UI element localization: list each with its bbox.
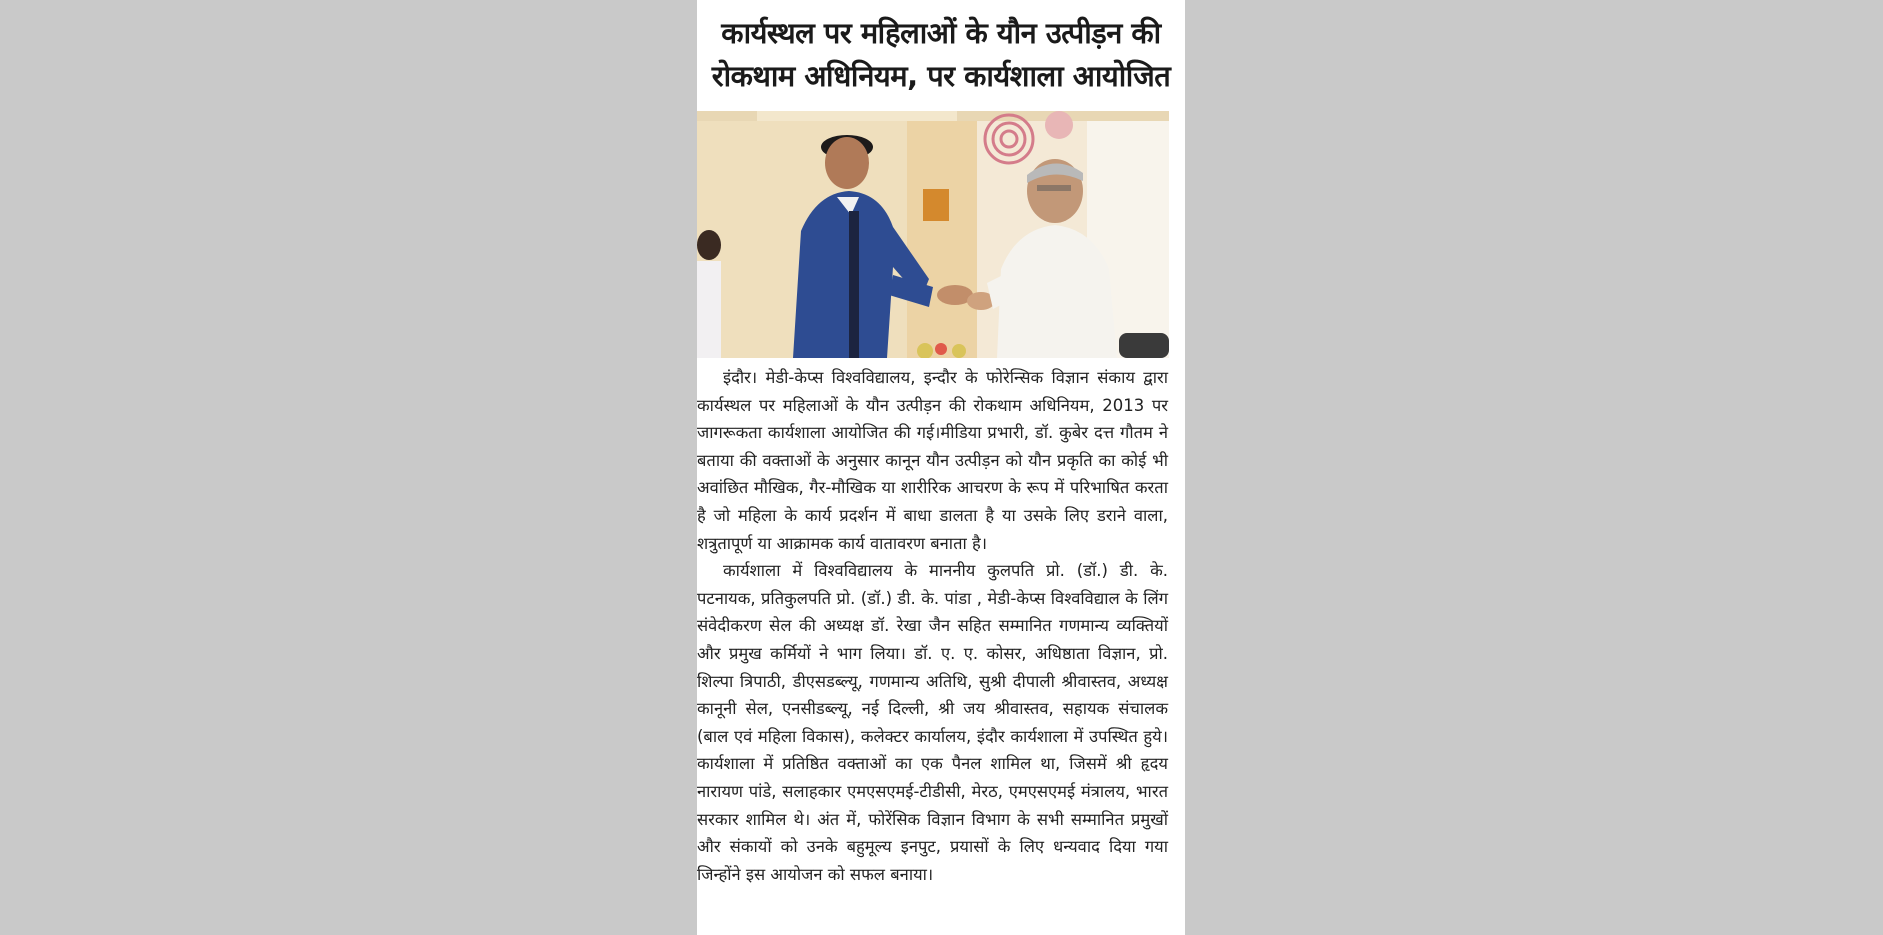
news-photo xyxy=(697,111,1169,358)
headline xyxy=(707,12,1175,98)
headline-line-1: कार्यस्थल पर महिलाओं के यौन उत्पीड़न की xyxy=(721,16,1161,50)
article-paragraph: इंदौर। मेडी-केप्स विश्वविद्यालय, इन्दौर के फोरेन्सिक विज्ञान संकाय द्वारा कार्यस्थल पर महिलाओं के यौन उत्पीड़न की रोकथाम अधिनियम, 2013 पर जागरूकता कार्यशाला आयोजित की गई।मीडिया प्रभारी, डॉ. कुबेर दत्त गौतम ने बताया की वक्ताओं के अनुसार कानून यौन उत्पीड़न को यौन प्रकृति का कोई भी अवांछित मौखिक, गैर-मौखिक या शारीरिक आचरण के रूप में परिभाषित करता है जो महिला के कार्य प्रदर्शन में बाधा डालता है या उसके लिए डराने वाला, शत्रुतापूर्ण या आक्रामक कार्य वातावरण बनाता है। xyxy=(697,368,1168,553)
headline-line-2: रोकथाम अधिनियम, पर कार्यशाला आयोजित xyxy=(711,59,1171,93)
newspaper-clipping xyxy=(697,0,1185,935)
photo-illustration xyxy=(697,111,1169,358)
article-paragraph: कार्यशाला में विश्वविद्यालय के माननीय कुलपति प्रो. (डॉ.) डी. के. पटनायक, प्रतिकुलपति प्रो. (डॉ.) डी. के. पांडा , मेडी-केप्स विश्वविद्याल के लिंग संवेदीकरण सेल की अध्यक्ष डॉ. रेखा जैन सहित सम्मानित गणमान्य व्यक्तियों और प्रमुख कर्मियों ने भाग लिया। डॉ. ए. ए. कोसर, अधिष्ठाता विज्ञान, प्रो. शिल्पा त्रिपाठी, डीएसडब्ल्यू, गणमान्य अतिथि, सुश्री दीपाली श्रीवास्तव, अध्यक्ष कानूनी सेल, एनसीडब्ल्यू, नई दिल्ली, श्री जय श्रीवास्तव, सहायक संचालक (बाल एवं महिला विकास), कलेक्टर कार्यालय, इंदौर कार्यशाला में उपस्थित हुये। कार्यशाला में प्रतिष्ठित वक्ताओं का एक पैनल शामिल था, जिसमें श्री हृदय नारायण पांडे, सलाहकार एमएसएमई-टीडीसी, मेरठ, एमएसएमई मंत्रालय, भारत सरकार शामिल थे। अंत में, फोरेंसिक विज्ञान विभाग के सभी सम्मानित प्रमुखों और संकायों को उनके बहुमूल्य इनपुट, प्रयासों के लिए धन्यवाद दिया गया जिन्होंने इस आयोजन को सफल बनाया। xyxy=(697,561,1168,884)
article-body xyxy=(697,364,1168,888)
